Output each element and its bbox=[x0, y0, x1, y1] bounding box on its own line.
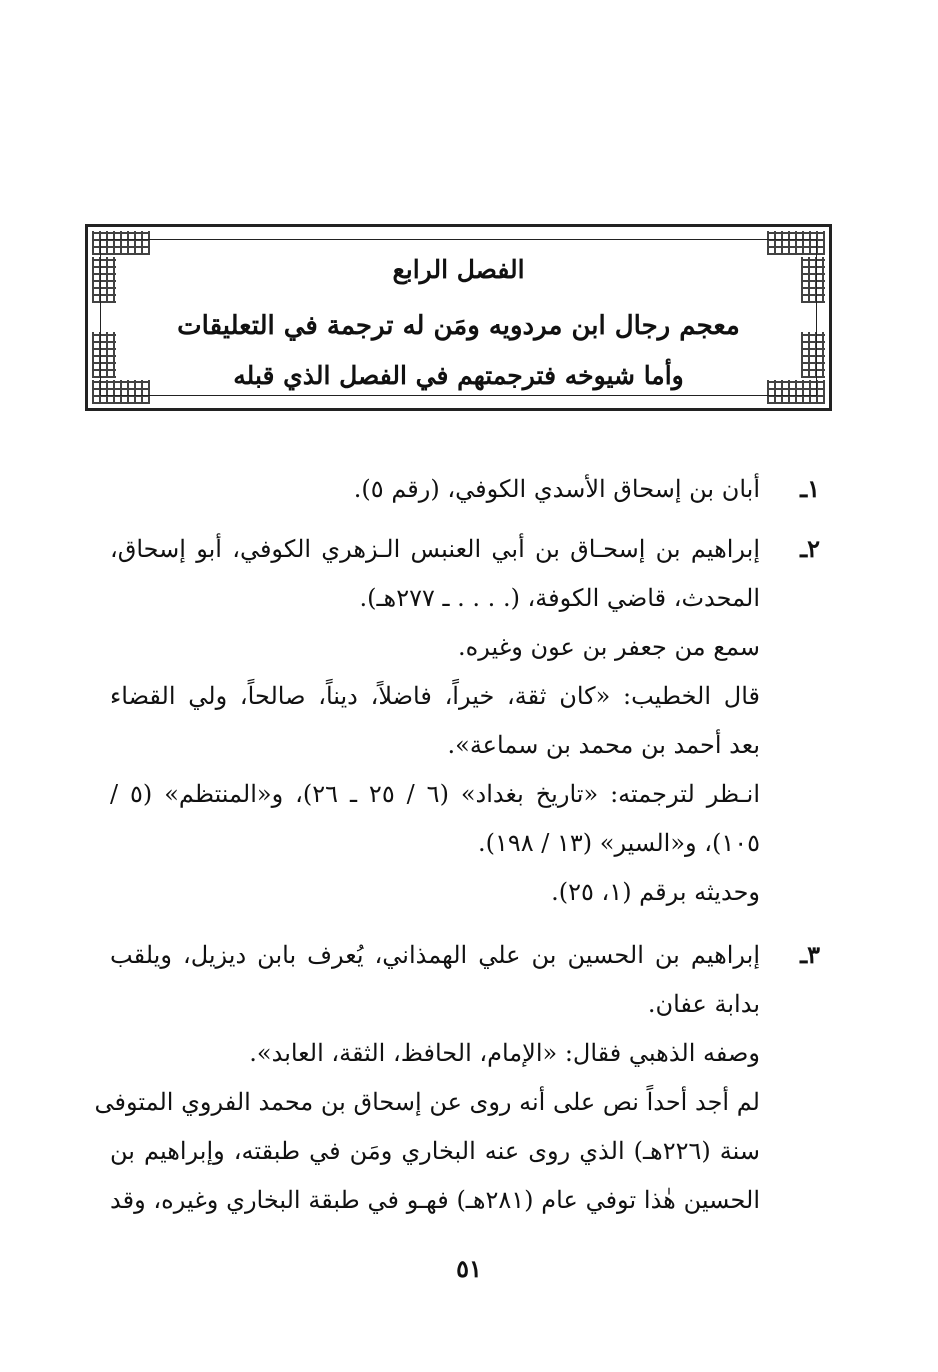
entry-text-line: سنة (٢٢٦هـ) الذي روى عنه البخاري ومَن في طبقته، وإبراهيم بن bbox=[110, 1137, 760, 1165]
entry-text-line: وصفه الذهبي فقال: «الإمام، الحافظ، الثقة، العابد». bbox=[249, 1039, 760, 1067]
chapter-subtitle: وأما شيوخه فترجمتهم في الفصل الذي قبله bbox=[233, 361, 684, 390]
entry-number: ٢ـ bbox=[800, 534, 820, 563]
entry-text-line: الحسين هٰذا توفي عام (٢٨١هـ) فهـو في طبقة البخاري وغيره، وقد bbox=[110, 1186, 760, 1214]
ornament-corner-icon bbox=[767, 231, 825, 255]
entry-text-line: إبراهيم بن إسحـاق بن أبي العنبس الـزهري الكوفي، أبو إسحاق، bbox=[110, 535, 760, 563]
entry-text-line: وحديثه برقم (١، ٢٥). bbox=[551, 878, 760, 906]
chapter-title: الفصل الرابع bbox=[392, 255, 525, 284]
ornament-corner-icon bbox=[92, 231, 150, 255]
chapter-header-frame bbox=[85, 224, 832, 411]
entry-text-line: بعد أحمد بن محمد بن سماعة». bbox=[447, 731, 760, 759]
entry-text-line: لم أجد أحداً نص على أنه روى عن إسحاق بن محمد الفروي المتوفى bbox=[94, 1088, 760, 1116]
entry-number: ٣ـ bbox=[800, 940, 820, 969]
entry-text-line: بدابة عفان. bbox=[647, 990, 760, 1018]
entry-text-line: انـظر لترجمته: «تاريخ بغداد» (٦ / ٢٥ ـ ٢٦)، و«المنتظم» (٥ / bbox=[110, 780, 761, 808]
entry-text-line: قال الخطيب: «كان ثقة، خيراً، فاضلاً، ديناً، صالحاً، ولي القضاء bbox=[110, 682, 760, 710]
entry-number: ١ـ bbox=[800, 474, 820, 503]
entry-text-line: ١٠٥)، و«السير» (١٣ / ١٩٨). bbox=[477, 829, 760, 857]
entry-text-line: أبان بن إسحاق الأسدي الكوفي، (رقم ٥). bbox=[353, 475, 760, 503]
entry-text-line: سمع من جعفر بن عون وغيره. bbox=[458, 633, 760, 661]
page-number: ٥١ bbox=[456, 1254, 482, 1283]
entry-text-line: المحدث، قاضي الكوفة، (. . . . ـ ٢٧٧هـ). bbox=[359, 584, 760, 612]
chapter-subtitle: معجم رجال ابن مردويه ومَن له ترجمة في التعليقات bbox=[177, 311, 740, 341]
entry-text-line: إبراهيم بن الحسين بن علي الهمذاني، يُعرف بابن ديزيل، ويلقب bbox=[110, 941, 760, 969]
